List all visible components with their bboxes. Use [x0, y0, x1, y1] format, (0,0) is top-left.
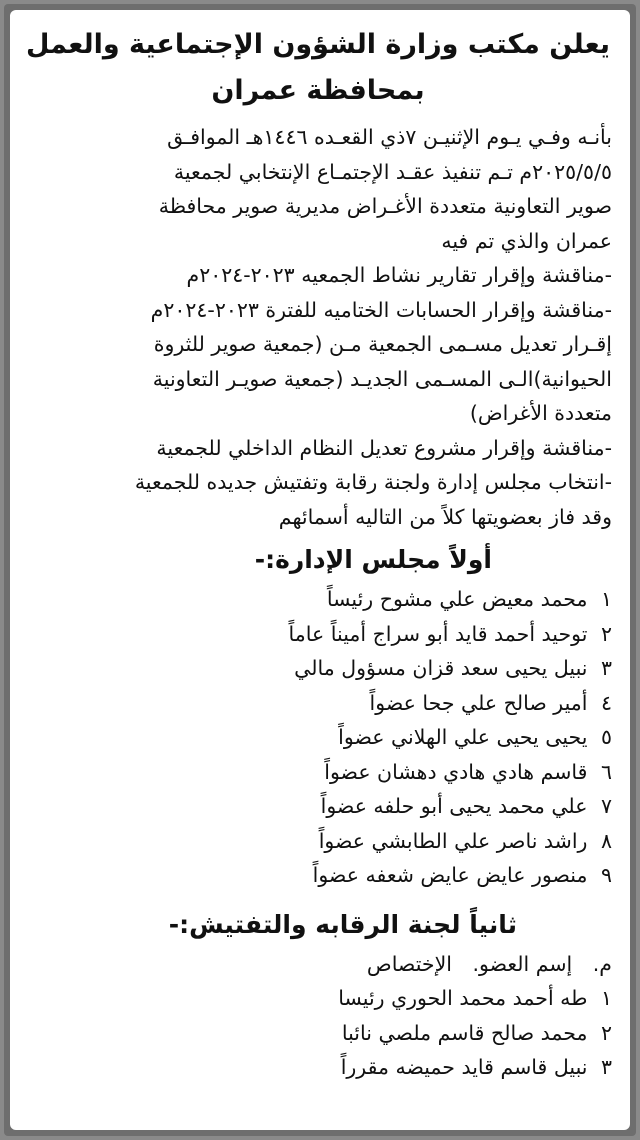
member-number: ٦: [600, 759, 612, 784]
board-section-title: أولاً مجلس الإدارة:-: [254, 545, 492, 574]
board-member: [24, 858, 612, 893]
member-text: منصور عايض عايض شعفه عضواً: [312, 863, 588, 887]
member-text: أمير صالح علي جحا عضواً: [369, 690, 588, 715]
member-text: توحيد أحمد قايد أبو سراج أميناً عاماً: [288, 621, 588, 646]
agenda-line: متعددة الأغراض): [469, 401, 612, 425]
board-member: [24, 686, 612, 721]
member-number: ١: [600, 587, 612, 611]
member-number: ٢: [600, 1020, 612, 1045]
board-member: [24, 651, 612, 686]
agenda-line: -مناقشة وإقرار مشروع تعديل النظام الداخلي للجمعية: [156, 435, 612, 460]
member-text: راشد ناصر علي الطابشي عضواً: [318, 828, 588, 853]
committee-member: [24, 1050, 612, 1085]
board-member: [24, 755, 612, 790]
notice-paper: [10, 10, 630, 1130]
committee-members-list: [24, 981, 612, 1085]
member-text: علي محمد يحيى أبو حلفه عضواً: [320, 794, 588, 818]
member-number: ١: [600, 986, 612, 1010]
board-member: [24, 720, 612, 755]
intro-line: ٢٠٢٥/٥/٥م تـم تنفيذ عقـد الإجتمـاع الإنتخابي لجمعية: [173, 159, 612, 184]
member-text: قاسم هادي هادي دهشان عضواً: [324, 759, 588, 784]
board-member: [24, 582, 612, 617]
agenda-line: -انتخاب مجلس إدارة ولجنة رقابة وتفتيش جديده للجمعية: [134, 470, 612, 494]
header-member-name: إسم العضو.: [472, 951, 573, 976]
member-text: محمد صالح قاسم ملصي نائبا: [341, 1020, 588, 1045]
member-text: يحيى يحيى علي الهلاني عضواً: [338, 725, 588, 749]
board-member: [24, 789, 612, 824]
intro-paragraph: [24, 120, 612, 258]
intro-line: صوير التعاونية متعددة الأغـراض مديرية صوير محافظة: [158, 194, 612, 218]
member-number: ٣: [600, 656, 612, 680]
member-number: ٥: [600, 725, 612, 749]
committee-section-title: ثانياً لجنة الرقابه والتفتيش:-: [168, 909, 517, 939]
newspaper-frame: [4, 4, 636, 1136]
agenda-line: وقد فاز بعضويتها كلاً من التاليه أسمائهم: [278, 504, 612, 529]
agenda-line: إقـرار تعديل مسـمى الجمعية مـن (جمعية صوير للثروة: [153, 332, 612, 356]
board-members-list: [24, 582, 612, 893]
committee-member: [24, 981, 612, 1016]
member-text: طه أحمد محمد الحوري رئيسا: [338, 986, 588, 1010]
agenda-line: الحيوانية)الـى المسـمى الجديـد (جمعية صويـر التعاونية: [152, 366, 612, 391]
member-number: ٤: [600, 690, 612, 715]
board-member: [24, 617, 612, 652]
member-number: ٨: [600, 828, 612, 853]
intro-line: عمران والذي تم فيه: [441, 228, 612, 253]
headline-line-2: بمحافظة عمران: [211, 75, 425, 106]
board-member: [24, 824, 612, 859]
notice-headline: [24, 22, 612, 114]
member-number: ٣: [600, 1055, 612, 1079]
member-text: نبيل قاسم قايد حميضه مقرراً: [340, 1055, 588, 1079]
agenda-line: -مناقشة وإقرار الحسابات الختاميه للفترة ٢٠٢٣-٢٠٢٤م: [150, 297, 612, 322]
member-number: ٧: [600, 794, 612, 818]
headline-line-1: يعلن مكتب وزارة الشؤون الإجتماعية والعمل: [26, 29, 610, 60]
member-text: نبيل يحيى سعد قزان مسؤول مالي: [294, 656, 588, 680]
committee-member: [24, 1016, 612, 1051]
agenda-line: -مناقشة وإقرار تقارير نشاط الجمعيه ٢٠٢٣-٢٠٢٤م: [186, 263, 612, 287]
member-number: ٢: [600, 621, 612, 646]
member-number: ٩: [600, 863, 612, 887]
member-text: محمد معيض علي مشوح رئيساً: [326, 587, 588, 611]
committee-table-header: [24, 947, 612, 982]
header-number: م.: [592, 951, 612, 976]
agenda-list: [24, 258, 612, 534]
intro-line: بأنـه وفـي يـوم الإثنيـن ٧ذي القعـده ١٤٤٦هـ الموافـق: [167, 125, 612, 149]
header-role: الإختصاص: [366, 951, 452, 976]
